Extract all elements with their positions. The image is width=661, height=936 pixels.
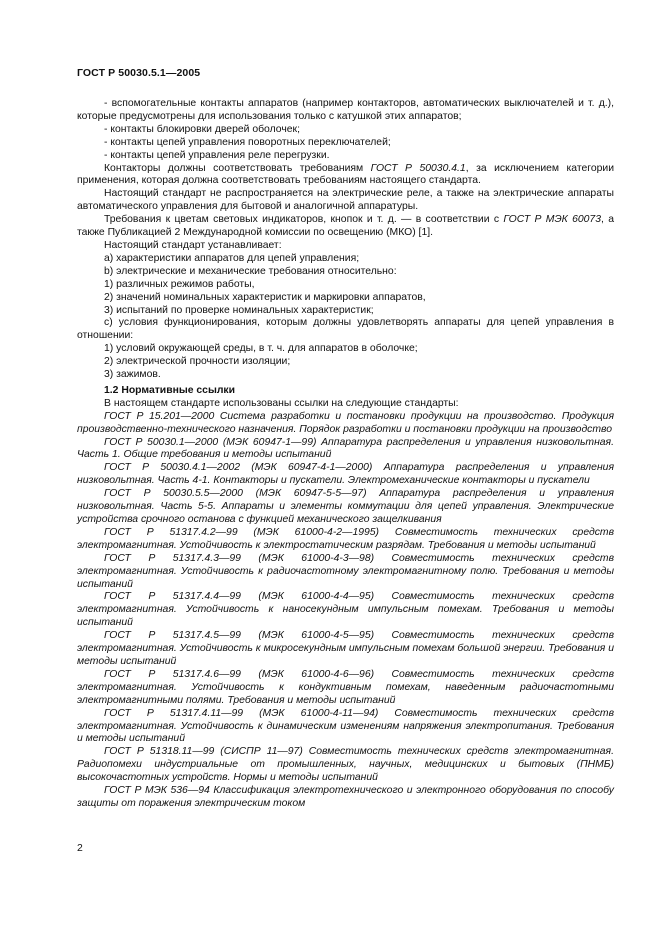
paragraph (77, 369, 614, 382)
paragraph-text: 1.2 Нормативные ссылки (104, 384, 236, 396)
paragraph-text: Требования к цветам световых индикаторов, кнопок и т. д. — в соответствии с (104, 214, 504, 226)
paragraph-text: - вспомогательные контакты аппаратов (например контакторов, автоматических выключателей и т. д.), которые предусмотрены для использования только с катушкой этих аппаратов; (77, 98, 614, 122)
paragraph (77, 214, 614, 240)
paragraph-text: 1) условий окружающей среды, в т. ч. для аппаратов в оболочке; (104, 343, 418, 355)
paragraph (77, 591, 614, 630)
paragraph-text: ГОСТ Р 51318.11—99 (СИСПР 11—97) Совместимость технических средств электромагнитная. Радиопомехи индустриальные от промышленных, научных, медицинских и бытовых (ПНМБ) высокочастотных устройств. Нормы и методы испытаний (77, 746, 614, 784)
paragraph-text: , за исключением категории применения, которая должна соответствовать требованиям настоящего стандарта. (77, 162, 615, 187)
paragraph (77, 669, 614, 708)
paragraph (77, 279, 614, 292)
paragraph-text: В настоящем стандарте использованы ссылки на следующие стандарты: (104, 397, 459, 409)
paragraph-text: ГОСТ Р 15.201—2000 Система разработки и постановки продукции на производство. Продукция производственно-технического назначения. Порядок разработки и постановки продукции на производство (77, 410, 614, 435)
paragraph-text: ГОСТ Р 50030.4.1—2002 (МЭК 60947-4-1—2000) Аппаратура распределения и управления низковольтная. Часть 4-1. Контакторы и пускатели. Электромеханические контакторы и пускатели (77, 462, 614, 487)
paragraph (77, 630, 614, 669)
paragraph-text: 3) испытаний по проверке номинальных характеристик; (104, 304, 374, 316)
paragraph (77, 124, 614, 137)
paragraph (77, 266, 614, 279)
paragraph (77, 137, 614, 150)
paragraph-text: ГОСТ Р 50030.5.5—2000 (МЭК 60947-5-5—97) Аппаратура распределения и управления низковольтная. Часть 5-5. Аппараты и элементы коммутации для цепей управления. Электрические устройства срочного останова с функцией механического защелкивания (77, 488, 614, 525)
paragraph-text: ГОСТ Р 51317.4.4—99 (МЭК 61000-4-4—95) Совместимость технических средств электромагнитная. Устойчивость к наносекундным импульсным помехам. Требования и методы испытаний (77, 591, 614, 629)
paragraph (77, 488, 614, 527)
document-header: ГОСТ Р 50030.5.1—2005 (77, 67, 201, 79)
paragraph-text: ГОСТ Р 50030.4.1 (370, 162, 466, 174)
paragraph-text: ГОСТ Р 51317.4.11—99 (МЭК 61000-4-11—94) Совместимость технических средств электромагнитная. Устойчивость к динамическим изменениям напряжения электропитания. Требования и методы испытаний (77, 707, 614, 745)
paragraph (77, 292, 614, 305)
paragraph (77, 785, 614, 811)
paragraph (77, 253, 614, 266)
paragraph-text: 1) различных режимов работы, (104, 278, 255, 290)
section-heading (77, 385, 614, 398)
paragraph (77, 356, 614, 369)
paragraph (77, 708, 614, 747)
paragraph (77, 437, 614, 463)
page-number: 2 (77, 843, 83, 854)
paragraph-text: c) условия функционирования, которым должны удовлетворять аппараты для цепей управления в отношении: (77, 317, 614, 342)
paragraph (77, 305, 614, 318)
paragraph (77, 240, 614, 253)
paragraph-text: 2) значений номинальных характеристик и маркировки аппаратов, (104, 291, 426, 303)
paragraph (77, 411, 614, 437)
paragraph-text: 2) электрической прочности изоляции; (104, 356, 291, 368)
paragraph (77, 317, 614, 343)
paragraph (77, 188, 614, 214)
paragraph (77, 98, 614, 124)
paragraph-text: ГОСТ Р 51317.4.2—99 (МЭК 61000-4-2—1995) Совместимость технических средств электромагнитная. Устойчивость к электростатическим разрядам. Требования и методы испытаний (77, 526, 614, 551)
paragraph (77, 398, 614, 411)
paragraph-text: ГОСТ Р МЭК 536—94 Классификация электротехнического и электронного оборудования по способу защиты от поражения электрическим током (77, 785, 614, 809)
paragraph (77, 163, 614, 189)
paragraph (77, 343, 614, 356)
paragraph-text: - контакты цепей управления реле перегрузки. (104, 149, 330, 161)
paragraph (77, 527, 614, 553)
paragraph-text: 3) зажимов. (104, 369, 161, 381)
paragraph (77, 746, 614, 785)
paragraph (77, 553, 614, 592)
paragraph-text: a) характеристики аппаратов для цепей управления; (104, 252, 360, 264)
paragraph-text: ГОСТ Р 51317.4.3—99 (МЭК 61000-4-3—98) Совместимость технических средств электромагнитная. Устойчивость к радиочастотному электромагнитному полю. Требования и методы испытаний (77, 552, 614, 590)
paragraph-text: b) электрические и механические требования относительно: (104, 265, 397, 277)
paragraph-text: ГОСТ Р 51317.4.6—99 (МЭК 61000-4-6—96) Совместимость технических средств электромагнитная. Устойчивость к кондуктивным помехам, наведенным радиочастотными электромагнитными полями. Требования и методы испытаний (77, 668, 614, 706)
paragraph (77, 150, 614, 163)
paragraph-text: , а также Публикацией 2 Международной комиссии по освещению (МКО) [1]. (77, 214, 614, 239)
paragraph-text: Настоящий стандарт не распространяется на электрические реле, а также на электрические аппараты автоматического управления для бытовой и аналогичной аппаратуры. (77, 188, 614, 213)
paragraph-text: ГОСТ Р МЭК 60073 (503, 214, 601, 226)
paragraph-text: Настоящий стандарт устанавливает: (104, 239, 282, 251)
paragraph-text: ГОСТ Р 50030.1—2000 (МЭК 60947-1—99) Аппаратура распределения и управления низковольтная. Часть 1. Общие требования и методы испытаний (77, 436, 614, 461)
paragraph-text: - контакты блокировки дверей оболочек; (104, 123, 300, 135)
paragraph (77, 462, 614, 488)
paragraph-text: - контакты цепей управления поворотных переключателей; (104, 136, 391, 148)
paragraph-text: ГОСТ Р 51317.4.5—99 (МЭК 61000-4-5—95) Совместимость технических средств электромагнитная. Устойчивость к микросекундным импульсным помехам большой энергии. Требования и методы испытаний (77, 630, 614, 667)
document-body (77, 98, 614, 811)
paragraph-text: Контакторы должны соответствовать требованиям (104, 162, 371, 174)
